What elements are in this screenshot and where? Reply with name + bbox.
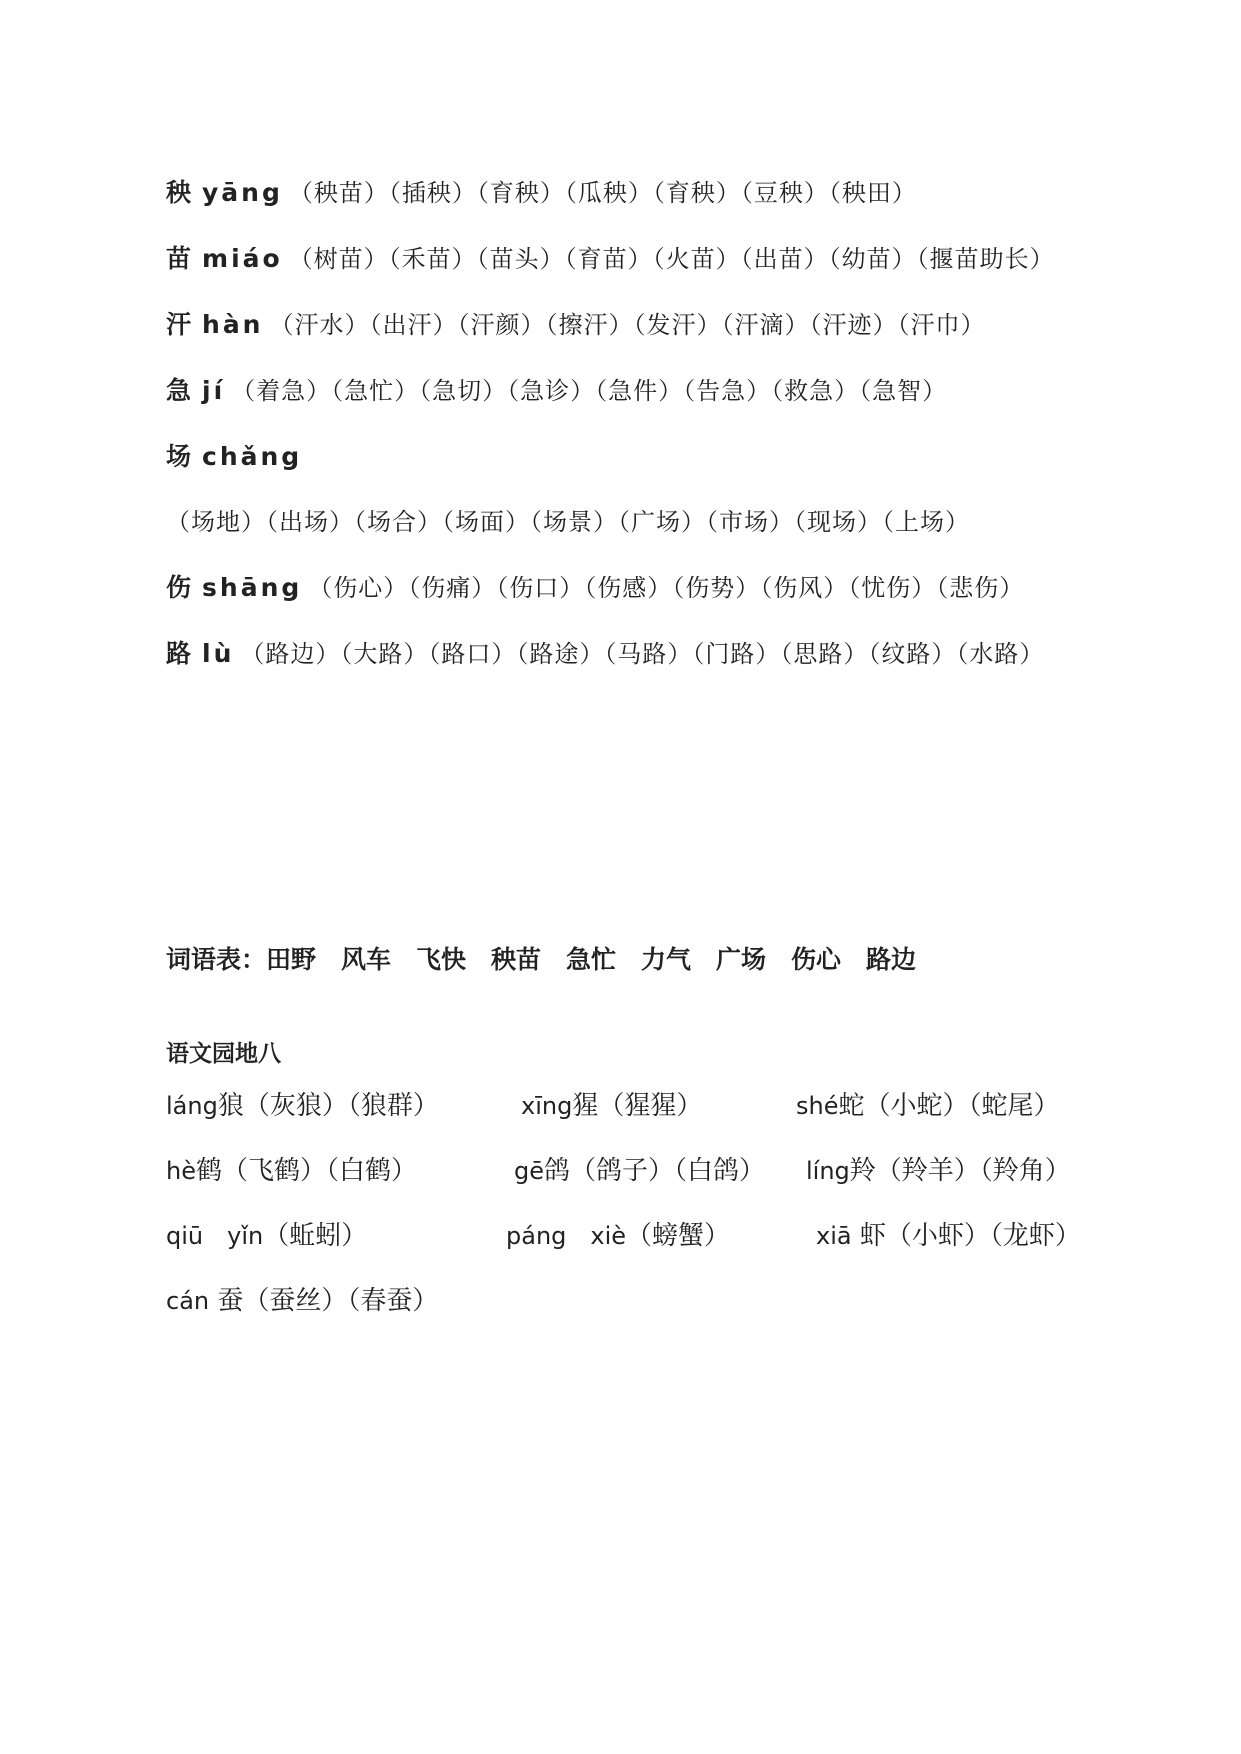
- entry-pinyin: lù: [202, 639, 235, 668]
- section-title: 语文园地八: [166, 1041, 281, 1067]
- entry-yang: [166, 160, 1106, 226]
- entry-han: [166, 292, 1106, 358]
- garden-row: [166, 1215, 1126, 1280]
- item-text: 鹤（飞鹤）（白鹤）: [195, 1156, 417, 1186]
- entry-lu: [166, 621, 1106, 687]
- garden-item: [506, 1215, 730, 1252]
- entry-character: 伤: [166, 573, 193, 602]
- garden-row: [166, 1085, 1126, 1150]
- entry-character: 路: [166, 639, 193, 668]
- character-entries: [166, 160, 1106, 687]
- entry-shang: [166, 555, 1106, 621]
- vocabulary-list: 词语表：田野 风车 飞快 秧苗 急忙 力气 广场 伤心 路边: [166, 945, 917, 974]
- garden-word-list: [166, 1085, 1126, 1345]
- item-pinyin: xīng: [521, 1092, 573, 1120]
- item-text: 狼（灰狼）（狼群）: [217, 1091, 439, 1121]
- garden-row: [166, 1150, 1126, 1215]
- garden-item: [796, 1085, 1060, 1122]
- garden-item: [166, 1150, 417, 1187]
- item-text: 羚（羚羊）（羚角）: [849, 1156, 1071, 1186]
- entry-words: （着急）（急忙）（急切）（急诊）（急件）（告急）（救急）（急智）: [231, 377, 948, 405]
- entry-chang: [166, 424, 1106, 555]
- entry-words: （场地）（出场）（场合）（场面）（场景）（广场）（市场）（现场）（上场）: [166, 508, 970, 536]
- entry-pinyin: shāng: [202, 573, 303, 602]
- item-pinyin: hè: [166, 1157, 196, 1185]
- entry-character: 秧: [166, 178, 193, 207]
- item-text: 蛇（小蛇）（蛇尾）: [838, 1091, 1060, 1121]
- entry-ji: [166, 358, 1106, 424]
- entry-character: 急: [166, 376, 193, 405]
- entry-pinyin: jí: [202, 376, 226, 405]
- item-pinyin: xiā: [816, 1222, 852, 1250]
- item-pinyin: qiū yǐn: [166, 1222, 264, 1250]
- garden-item: [816, 1215, 1081, 1252]
- item-text: （蚯蚓）: [263, 1221, 368, 1251]
- item-text: 鸽（鸽子）（白鸽）: [544, 1156, 766, 1186]
- garden-item: [166, 1280, 438, 1317]
- garden-item: [514, 1150, 765, 1187]
- item-pinyin: gē: [514, 1157, 544, 1185]
- entry-character: 场: [166, 442, 193, 471]
- item-text: 虾（小虾）（龙虾）: [851, 1221, 1081, 1251]
- garden-row: [166, 1280, 1126, 1345]
- garden-item: [166, 1215, 367, 1252]
- garden-item: [521, 1085, 702, 1122]
- garden-item: [806, 1150, 1071, 1187]
- entry-pinyin: chǎng: [202, 442, 303, 471]
- garden-item: [166, 1085, 439, 1122]
- entry-words: （路边）（大路）（路口）（路途）（马路）（门路）（思路）（纹路）（水路）: [240, 640, 1045, 668]
- item-text: （螃蟹）: [626, 1221, 731, 1251]
- entry-words: （汗水）（出汗）（汗颜）（擦汗）（发汗）（汗滴）（汗迹）（汗巾）: [269, 311, 986, 339]
- entry-words: （伤心）（伤痛）（伤口）（伤感）（伤势）（伤风）（忧伤）（悲伤）: [308, 574, 1025, 602]
- item-pinyin: cán: [166, 1287, 210, 1315]
- item-pinyin: páng xiè: [506, 1222, 627, 1250]
- item-text: 猩（猩猩）: [572, 1091, 703, 1121]
- entry-pinyin: yāng: [202, 178, 283, 207]
- item-text: 蚕（蚕丝）（春蚕）: [209, 1286, 439, 1316]
- item-pinyin: líng: [806, 1157, 850, 1185]
- entry-miao: [166, 226, 1106, 292]
- entry-words: （树苗）（禾苗）（苗头）（育苗）（火苗）（出苗）（幼苗）（揠苗助长）: [288, 245, 1055, 273]
- entry-character: 苗: [166, 244, 193, 273]
- entry-pinyin: miáo: [202, 244, 283, 273]
- entry-pinyin: hàn: [202, 310, 264, 339]
- entry-character: 汗: [166, 310, 193, 339]
- item-pinyin: shé: [796, 1092, 839, 1120]
- item-pinyin: láng: [166, 1092, 218, 1120]
- entry-words: （秧苗）（插秧）（育秧）（瓜秧）（育秧）（豆秧）（秧田）: [288, 179, 917, 207]
